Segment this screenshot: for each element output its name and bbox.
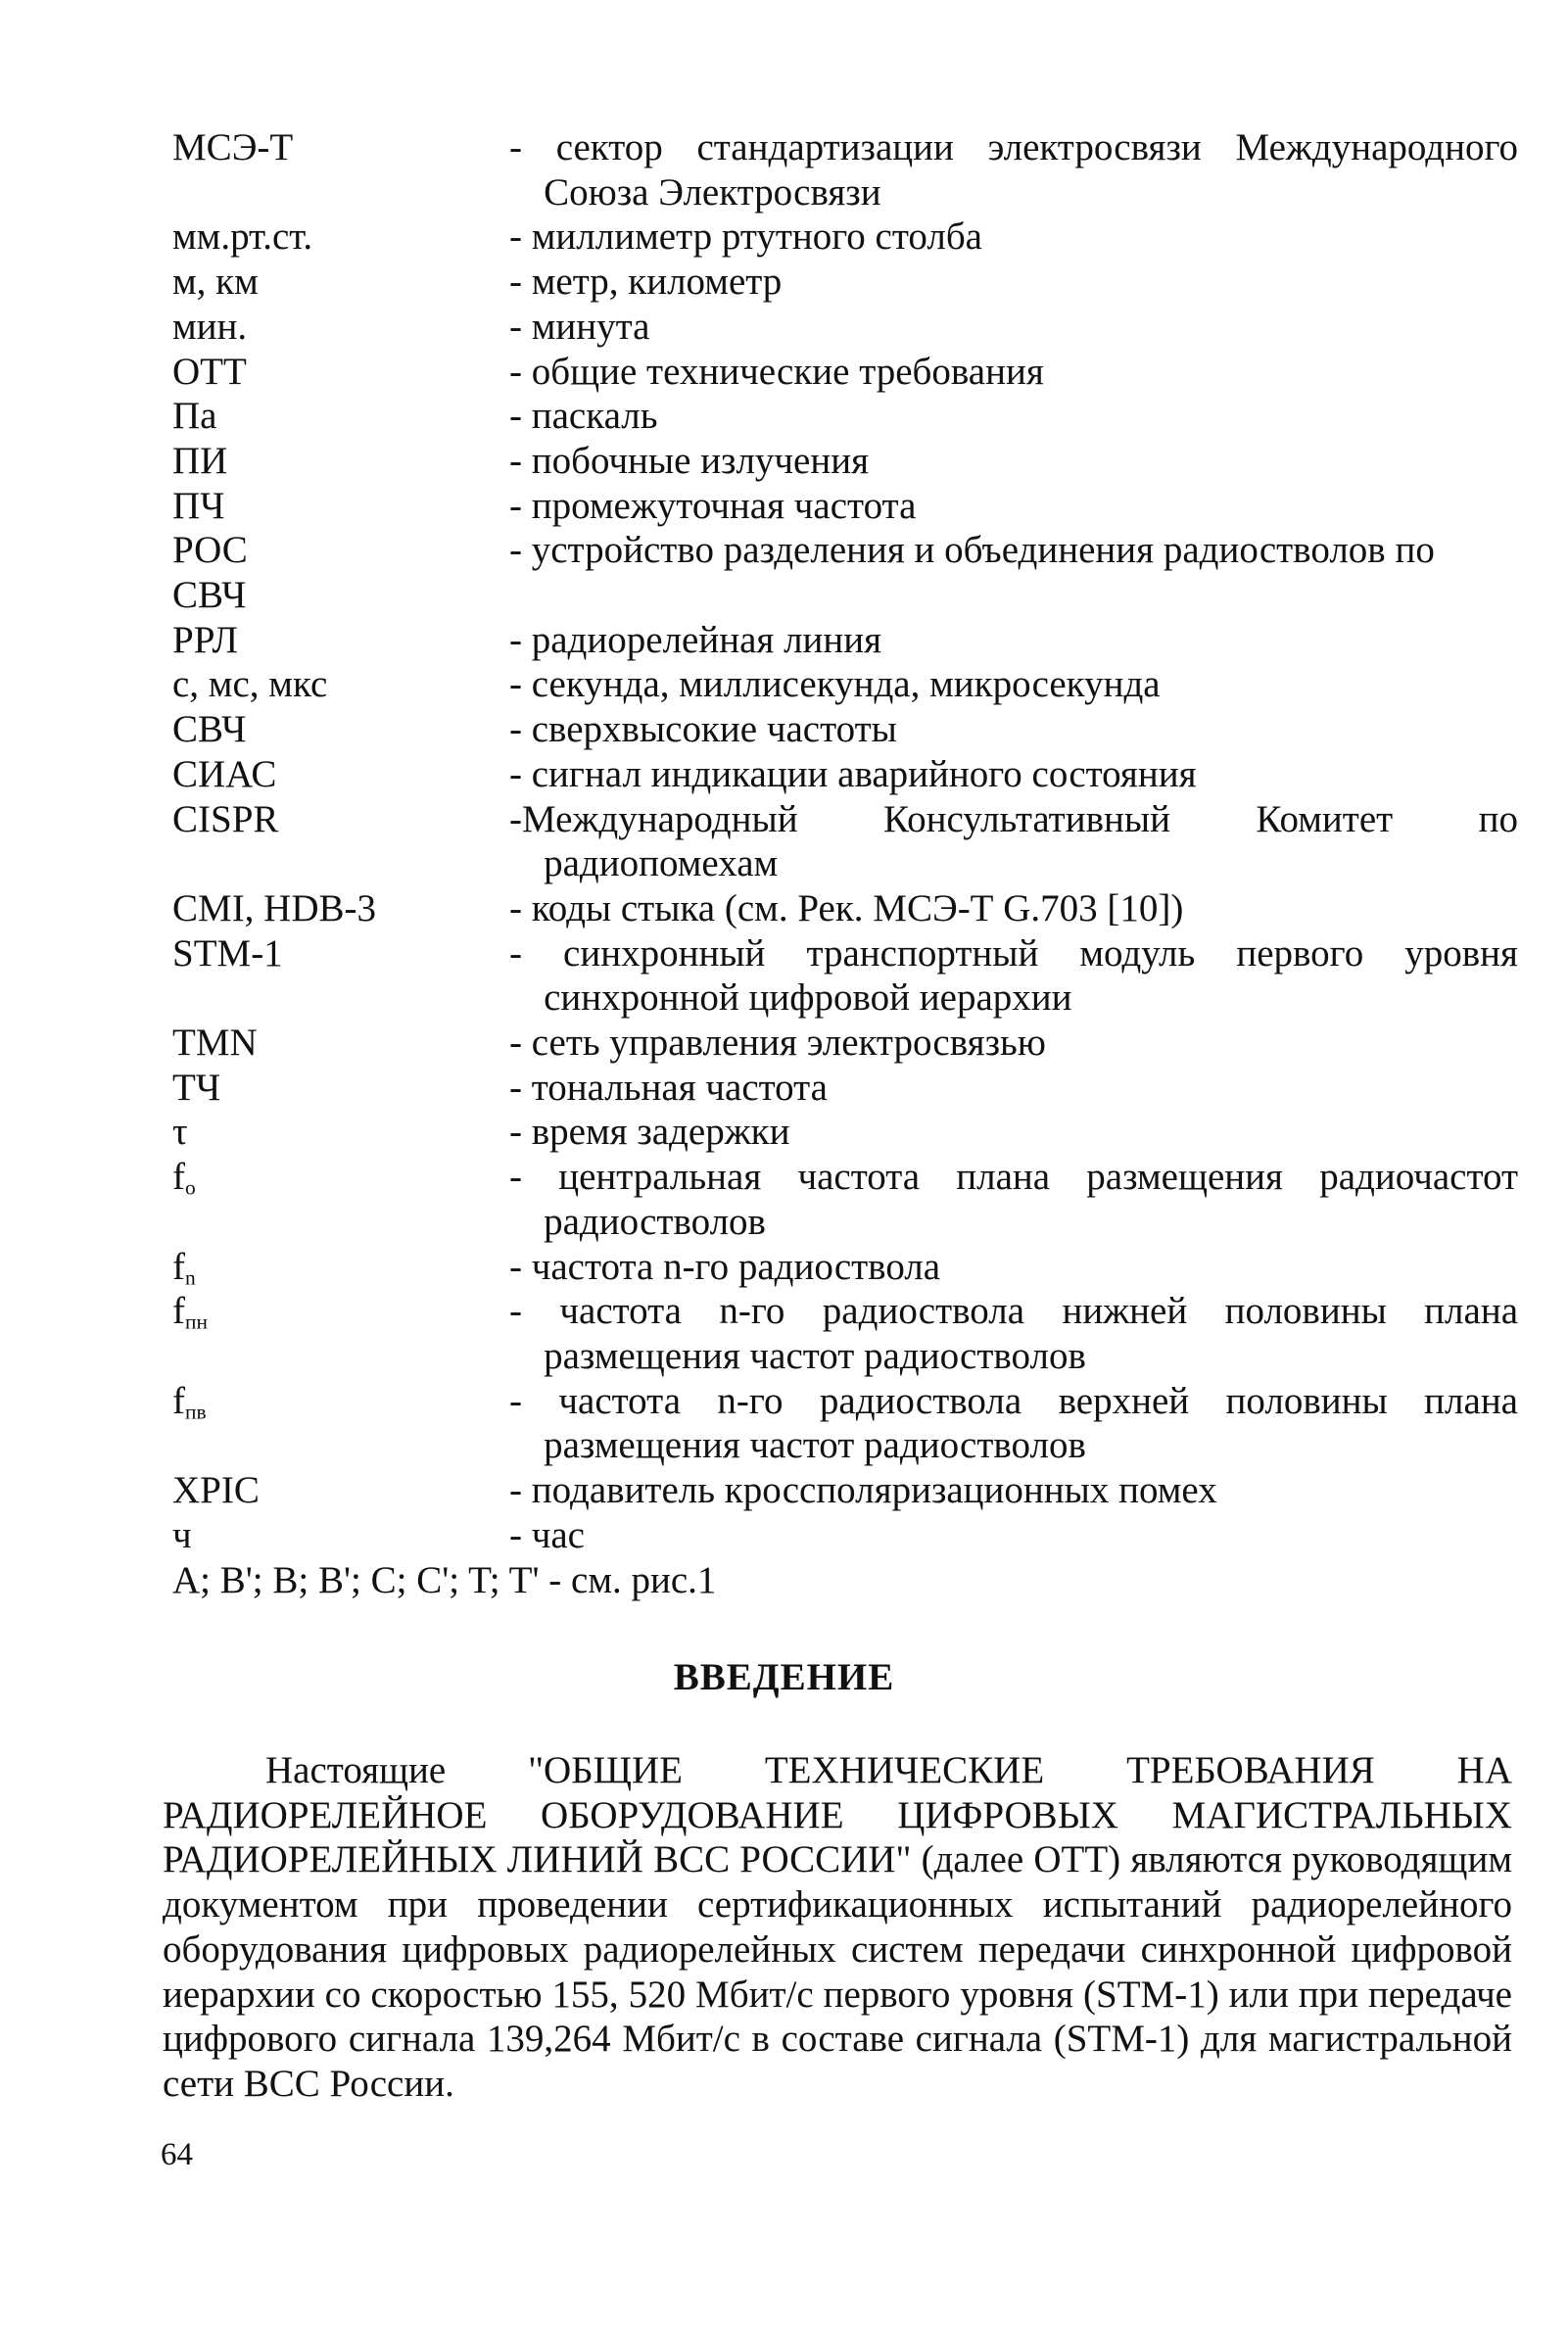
abbreviation-row [172,1289,1518,1378]
abbreviation-term: ТЧ [172,1066,221,1109]
abbreviation-definition: - сеть управления электросвязью [509,1022,1046,1065]
figure-reference: A; B'; B; B'; C; C'; T; T' - см. рис.1 [172,1558,717,1601]
abbreviation-row [172,618,1518,663]
abbreviation-row [172,1513,1518,1558]
abbreviation-row [172,439,1518,484]
abbreviation-row [172,752,1518,797]
abbreviation-definition: - частота n-го радиоствола верхней половины плана размещения частот радиостволов [509,1379,1518,1467]
abbreviation-definition: - коды стыка (см. Рек. МСЭ-Т G.703 [10]) [509,886,1184,929]
abbreviation-definition: - сектор стандартизации электросвязи Международного Союза Электросвязи [509,126,1518,214]
abbreviation-term: м, км [172,261,259,304]
symbol-base: f [172,1290,185,1333]
abbreviation-term: ПЧ [172,484,225,527]
symbol-base: f [172,1379,185,1422]
abbreviation-row [172,350,1518,395]
abbreviation-term: СВЧ [172,708,247,751]
symbol-subscript: n [185,1264,196,1289]
abbreviation-term: CMI, HDB-3 [172,886,377,929]
abbreviation-definition: - общие технические требования [509,350,1044,393]
abbreviation-row [172,1245,1518,1290]
symbol-base: f [172,1156,185,1199]
symbol-subscript: пв [185,1400,207,1424]
abbreviation-definition: - час [509,1513,585,1556]
abbreviation-term: мм.рт.ст. [172,215,313,259]
abbreviation-term: XPIC [172,1469,260,1512]
abbreviation-row [172,1110,1518,1155]
abbreviation-term [172,1289,509,1334]
abbreviation-row [172,797,1518,886]
abbreviation-term: СВЧ [172,574,247,617]
abbreviation-definition: - секунда, миллисекунда, микросекунда [509,663,1161,706]
abbreviation-term: TMN [172,1022,258,1065]
abbreviation-term: ОТТ [172,350,247,393]
abbreviation-term [172,1379,509,1424]
abbreviation-definition: - минута [509,305,650,348]
abbreviation-list [172,125,1518,1602]
abbreviation-row [172,528,1518,573]
page-number: 64 [161,2137,193,2172]
abbreviation-term: τ [172,1111,188,1154]
abbreviation-definition: - сигнал индикации аварийного состояния [509,752,1197,795]
abbreviation-definition: - частота n-го радиоствола нижней половины плана размещения частот радиостволов [509,1290,1518,1377]
abbreviation-term [172,1245,509,1290]
abbreviation-definition: - подавитель кроссполяризационных помех [509,1469,1217,1512]
abbreviation-definition: - центральная частота плана размещения радиочастот радиостволов [509,1156,1518,1243]
abbreviation-term: с, мс, мкс [172,663,328,706]
abbreviation-term: мин. [172,305,248,348]
abbreviation-row [172,1155,1518,1244]
symbol-subscript: пн [185,1309,208,1334]
abbreviation-term: РОС [172,529,248,572]
intro-paragraph: Настоящие "ОБЩИЕ ТЕХНИЧЕСКИЕ ТРЕБОВАНИЯ НА РАДИОРЕЛЕЙНОЕ ОБОРУДОВАНИЕ ЦИФРОВЫХ МАГИСТРАЛЬНЫХ РАДИОРЕЛЕЙНЫХ ЛИНИЙ ВСС РОССИИ" (далее ОТТ) являются руководящим документом при проведении сертификационных испытаний радиорелейного оборудования цифровых радиорелейных систем передачи синхронной цифровой иерархии со скоростью 155, 520 Мбит/с первого уровня (STM-1) или при передаче цифрового сигнала 139,264 Мбит/с в составе сигнала (STM-1) для магистральной сети ВСС России. [163,1749,1512,2105]
abbreviation-row [172,305,1518,350]
abbreviation-row [172,214,1518,260]
abbreviation-definition: - устройство разделения и объединения радиостволов по [509,529,1435,572]
abbreviation-row [172,886,1518,931]
abbreviation-term: CISPR [172,797,279,840]
abbreviation-definition: - синхронный транспортный модуль первого уровня синхронной цифровой иерархии [509,931,1518,1020]
abbreviation-row [172,662,1518,707]
abbreviation-term: МСЭ-Т [172,126,294,168]
abbreviation-definition: - промежуточная частота [509,484,917,527]
abbreviation-definition: - паскаль [509,395,658,438]
abbreviation-row [172,125,1518,214]
abbreviation-definition: - тональная частота [509,1066,828,1109]
abbreviation-row [172,484,1518,529]
abbreviation-row [172,260,1518,305]
abbreviation-term [172,1155,509,1200]
abbreviation-row [172,573,1518,618]
abbreviation-row [172,707,1518,752]
symbol-base: f [172,1245,185,1288]
symbol-subscript: o [185,1175,196,1200]
abbreviation-row [172,1066,1518,1111]
section-title: ВВЕДЕНИЕ [673,1656,895,1698]
abbreviation-row [172,1379,1518,1468]
abbreviation-term: СИАС [172,752,277,795]
abbreviation-definition: - радиорелейная линия [509,618,882,661]
abbreviation-term: ч [172,1513,192,1556]
abbreviation-term: ПИ [172,439,228,482]
abbreviation-definition: - миллиметр ртутного столба [509,215,982,259]
abbreviation-definition: - время задержки [509,1111,790,1154]
abbreviation-term: STM-1 [172,931,283,975]
abbreviation-row [172,1468,1518,1513]
abbreviation-definition: -Международный Консультативный Комитет по радиопомехам [509,797,1518,885]
abbreviation-row [172,394,1518,439]
abbreviation-definition: - сверхвысокие частоты [509,708,897,751]
abbreviation-term: Па [172,395,217,438]
abbreviation-row [172,1021,1518,1066]
abbreviation-row [172,931,1518,1021]
abbreviation-term: РРЛ [172,618,238,661]
abbreviation-definition: - частота n-го радиоствола [509,1245,941,1288]
abbreviation-definition: - метр, километр [509,261,783,304]
abbreviation-definition: - побочные излучения [509,439,870,482]
